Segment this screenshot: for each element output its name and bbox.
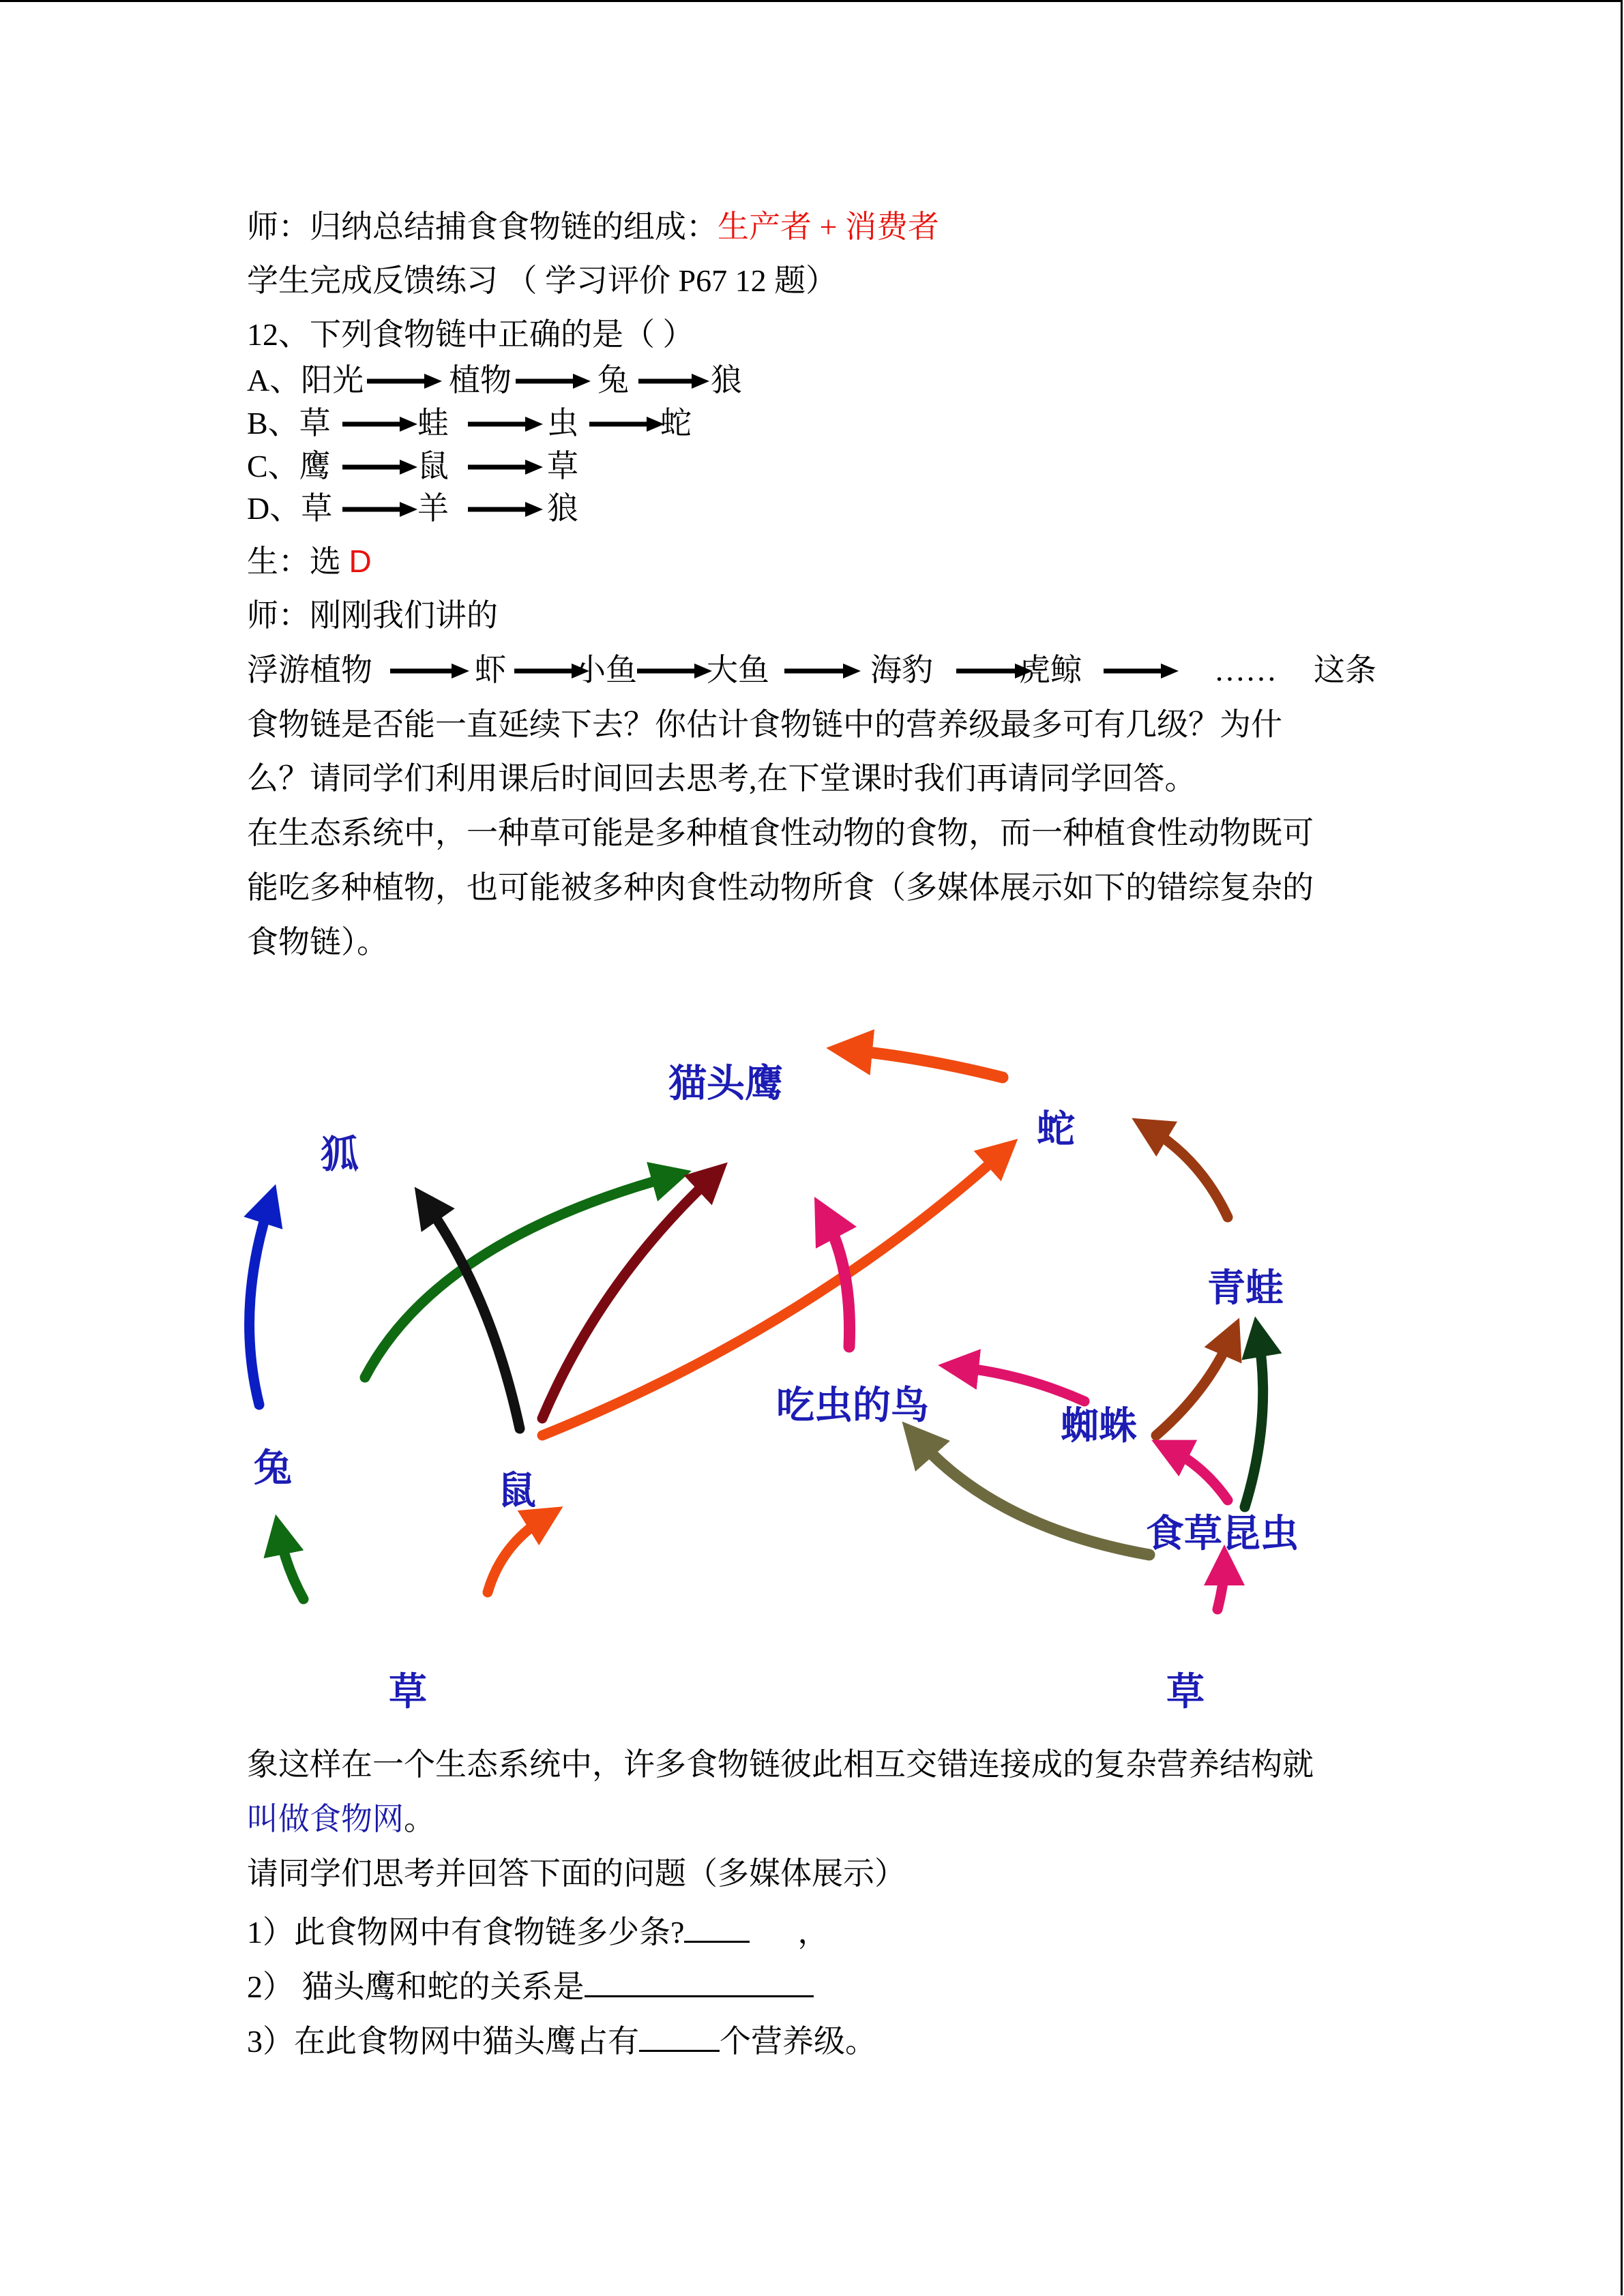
question-2 — [247, 1964, 814, 2006]
paragraph-1-line-2: 食物链是否能一直延续下去？你估计食物链中的营养级最多可有几级？为什 — [247, 707, 1282, 742]
ocean-chain-item: 大鱼 — [707, 653, 769, 687]
option-c-label: C、鹰 — [247, 449, 331, 483]
arrow-spider-to-bird — [958, 1367, 1084, 1401]
arrow-snake-to-owl — [849, 1050, 1003, 1077]
option-b-item: 蛇 — [660, 406, 692, 441]
question-1-end: ， — [797, 1915, 829, 1950]
ocean-chain-item: 虾 — [475, 653, 506, 687]
node-grass-right: 草 — [1166, 1670, 1205, 1714]
answer-blank-3[interactable] — [639, 2018, 720, 2052]
node-mouse: 鼠 — [498, 1469, 536, 1513]
question-12: 12、下列食物链中正确的是（ ） — [247, 317, 694, 352]
option-b-label: B、草 — [247, 406, 331, 441]
arrow-grass-to-mouse — [488, 1517, 546, 1592]
node-frog: 青蛙 — [1207, 1266, 1284, 1311]
node-owl: 猫头鹰 — [668, 1062, 783, 1106]
question-1 — [247, 1909, 829, 1952]
paragraph-1-line-3: 么？请同学们利用课后时间回去思考,在下堂课时我们再请同学回答。 — [247, 761, 1196, 796]
definition-line-1: 象这样在一个生态系统中，许多食物链彼此相互交错连接成的复杂营养结构就 — [247, 1747, 1314, 1782]
teacher-summary-text: 师：归纳总结捕食食物链的组成： — [247, 209, 718, 244]
node-herbivorous-insect: 食草昆虫 — [1146, 1512, 1299, 1556]
paragraph-2-line-3: 食物链）。 — [247, 925, 388, 959]
question-3-text: 3）在此食物网中猫头鹰占有 — [247, 2024, 639, 2059]
question-2-text: 2） 猫头鹰和蛇的关系是 — [247, 1969, 585, 2004]
food-web-term: 叫做食物网 — [247, 1802, 404, 1836]
node-fox: 狐 — [321, 1133, 359, 1177]
node-snake: 蛇 — [1037, 1107, 1075, 1152]
node-rabbit: 兔 — [254, 1446, 292, 1491]
option-c-item: 草 — [547, 449, 578, 483]
arrow-insect-to-bird — [917, 1439, 1149, 1555]
think-prompt: 请同学们思考并回答下面的问题（多媒体展示） — [247, 1856, 906, 1891]
ocean-chain-item: 浮游植物 — [247, 653, 372, 687]
option-a-item: 植物 — [449, 363, 512, 398]
definition-line-2 — [247, 1800, 435, 1838]
paragraph-2-line-2: 能吃多种植物，也可能被多种肉食性动物所食（多媒体展示如下的错综复杂的 — [247, 870, 1314, 905]
option-c-item: 鼠 — [417, 449, 449, 483]
arrow-insect-to-frog — [1245, 1337, 1263, 1507]
definition-end: 。 — [404, 1802, 435, 1836]
arrow-spider-to-frog — [1156, 1337, 1231, 1435]
ocean-chain-ellipsis: …… — [1214, 653, 1277, 687]
answer-blank-2[interactable] — [585, 1964, 814, 1997]
teacher-intro: 师：刚刚我们讲的 — [247, 598, 498, 633]
arrow-frog-to-snake — [1149, 1129, 1228, 1217]
ocean-chain-item: 小鱼 — [574, 653, 637, 687]
answer-blank-1[interactable] — [684, 1909, 750, 1943]
producer-consumer-highlight: 生产者 + 消费者 — [718, 209, 939, 244]
node-spider: 蜘蛛 — [1061, 1404, 1137, 1448]
answer-choice: D — [349, 543, 372, 579]
question-3 — [247, 2018, 876, 2061]
question-3-end: 个营养级。 — [720, 2024, 876, 2059]
ocean-chain-tail: 这条 — [1314, 653, 1376, 687]
paragraph-2-line-1: 在生态系统中，一种草可能是多种植食性动物的食物，而一种植食性动物既可 — [247, 816, 1314, 850]
option-b-item: 蛙 — [417, 406, 449, 441]
option-a-item: 兔 — [597, 363, 629, 398]
ocean-chain-item: 虎鲸 — [1019, 653, 1082, 687]
ocean-chain-item: 海豹 — [870, 653, 933, 687]
option-d-item: 狼 — [547, 491, 578, 526]
arrow-grass-to-rabbit — [280, 1534, 304, 1599]
arrow-rabbit-to-fox — [250, 1204, 269, 1405]
option-b-item: 虫 — [547, 406, 578, 441]
arrow-grass-to-insect — [1217, 1565, 1224, 1609]
practice-line: 学生完成反馈练习 （ 学习评价 P67 12 题） — [247, 263, 838, 298]
student-answer-text: 生：选 — [247, 544, 349, 579]
option-d-label: D、草 — [247, 491, 333, 526]
node-insect-bird: 吃虫的鸟 — [776, 1384, 929, 1428]
option-d-item: 羊 — [417, 491, 449, 526]
option-a-label: A、阳光 — [247, 363, 364, 398]
node-grass-left: 草 — [389, 1670, 427, 1714]
option-a-item: 狼 — [711, 363, 742, 398]
arrow-insect-to-spider — [1170, 1449, 1228, 1500]
question-1-text: 1）此食物网中有食物链多少条? — [247, 1915, 685, 1950]
